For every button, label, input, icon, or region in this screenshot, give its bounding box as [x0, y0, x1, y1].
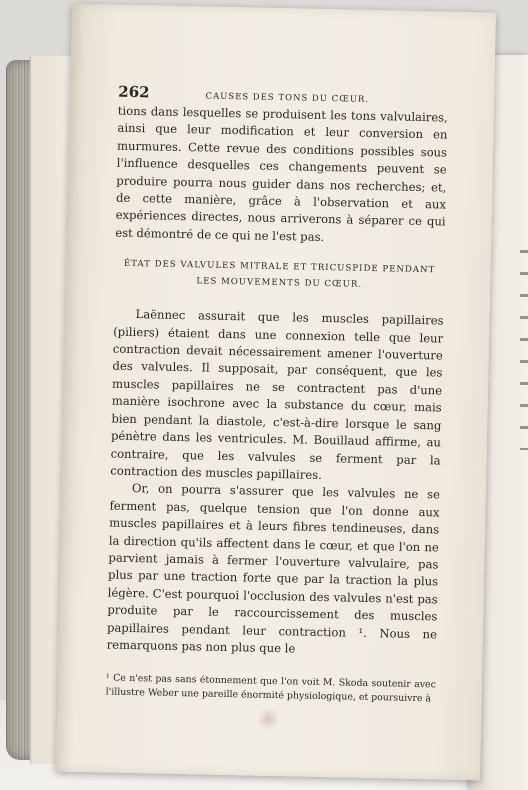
section-title — [114, 256, 445, 295]
paragraph-valves: Or, on pourra s'assurer que les valvules ne se ferment pas, quelque tension que l'on donne aux muscles papillaires et à leurs fibres tendineuses, dans la direction qu'ils affectent dans le cœur, et que l'on ne parvient jamais à fermer l'ouverture valvulaire, pas plus par une traction forte que par la traction la plus légère. C'est pourquoi l'occlusion des valvules n'est pas produite par le raccourcissement des muscles papillaires pendant leur contraction ¹. Nous ne remarquons pas non plus que le — [106, 481, 441, 656]
book-page — [56, 4, 496, 781]
paragraph-laennec: Laënnec assurait que les muscles papillaires (piliers) étaient dans une connexion telle que leur contraction devait nécessairement amener l'ouverture des valvules. Il supposait, par conséquent, que les muscles papillaires ne se contractent pas d'une manière isochrone avec la substance du cœur, mais bien pendant la diastole, c'est-à-dire lorsque le sang pénètre dans les ventricules. M. Bouillaud affirme, au contraire, que les valvules se ferment par la contraction des muscles papillaires. — [110, 307, 444, 482]
paragraph-continued: tions dans lesquelles se produisent les tons valvulaires, ainsi que leur modification et leur conversion en murmures. Cette revue des conditions possibles sous l'influence desquelles ces changements peuvent se produire pourra nous guider dans nos recherches; et, de cette manière, grâce à l'observation et aux expériences directes, nous arriverons à séparer ce qui est démontré de ce qui ne l'est pas. — [115, 103, 448, 244]
running-head: CAUSES DES TONS DU CŒUR. — [205, 91, 370, 105]
section-title-line-2: LES MOUVEMENTS DU CŒUR. — [196, 276, 363, 291]
facing-page-text-fragments — [520, 250, 528, 450]
page-content — [106, 83, 449, 706]
page-number: 262 — [118, 82, 150, 102]
footnote: ¹ Ce n'est pas sans étonnement que l'on voit M. Skoda soutenir avec l'illustre Weber une pareille énormité physiologique, et poursuivre à — [105, 672, 437, 705]
section-title-line-1: ÉTAT DES VALVULES MITRALE ET TRICUSPIDE PENDANT — [123, 259, 436, 276]
paper-stain — [257, 708, 279, 730]
